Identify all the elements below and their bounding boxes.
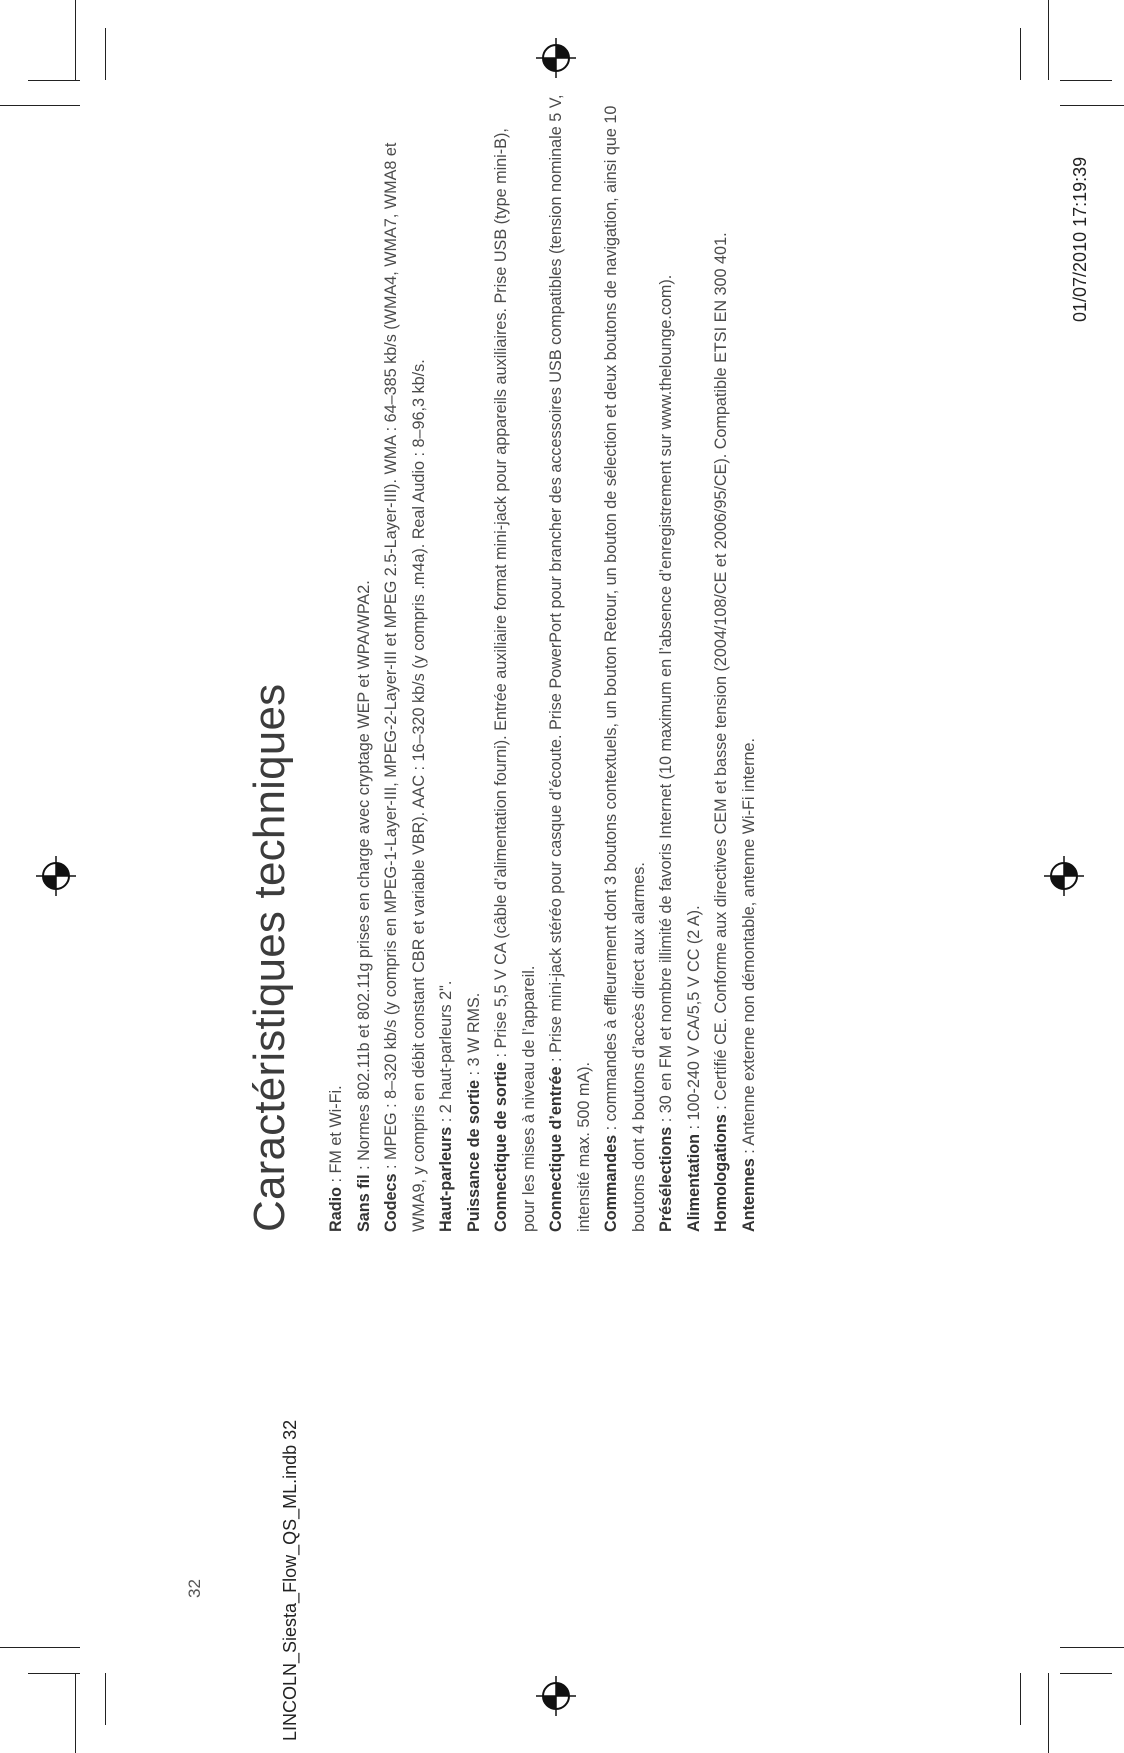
spec-item — [653, 92, 681, 1232]
spec-item — [323, 92, 351, 1232]
crop-mark — [105, 1673, 106, 1725]
spec-text: : commandes à effleurement dont 3 boutons contextuels, un bouton Retour, un bouton de sélection et deux boutons de navigation, ainsi que 10 boutons dont 4 boutons d’accès direct aux alarmes. — [602, 105, 648, 1232]
page-title: Caractéristiques techniques — [245, 683, 294, 1232]
registration-mark-icon — [536, 1676, 576, 1716]
crop-mark — [1020, 1673, 1021, 1725]
spec-text: : 100-240 V CA/5,5 V CC (2 A). — [684, 905, 703, 1134]
spec-label: Radio — [327, 1187, 345, 1232]
crop-mark — [75, 1673, 76, 1753]
spec-text: : MPEG : 8–320 kb/s (y compris en MPEG-1-Layer-III, MPEG-2-Layer-III et MPEG 2.5-Layer-III). WMA : 64–385 kb/s (WMA4, WMA7, WMA8 et WMA9, y compris en débit constant CBR et variable VBR). AAC : 16–320 kb/s (y compris .m4a). Real Audio : 8–96,3 kb/s. — [382, 142, 428, 1232]
registration-mark-icon — [1044, 856, 1084, 896]
crop-mark — [1048, 1673, 1049, 1753]
footer-datetime: 01/07/2010 17:19:39 — [1070, 156, 1090, 322]
spec-label: Connectique d’entrée — [547, 1066, 565, 1232]
spec-item — [461, 92, 489, 1232]
spec-item — [488, 92, 543, 1232]
spec-label: Présélections — [657, 1126, 675, 1232]
spec-item — [433, 92, 461, 1232]
spec-text: : Certifié CE. Conforme aux directives CEM et basse tension (2004/108/CE et 2006/95/CE). Compatible ETSI EN 300 401. — [712, 232, 730, 1115]
crop-mark — [1060, 1673, 1112, 1674]
spec-text: : FM et Wi-Fi. — [327, 1085, 345, 1188]
crop-mark — [28, 80, 80, 81]
crop-mark — [1060, 80, 1112, 81]
crop-mark — [28, 1673, 80, 1674]
spec-text: : Prise mini-jack stéréo pour casque d’écoute. Prise PowerPort pour brancher des accessoires USB compatibles (tension nominale 5 V, intensité max. 500 mA). — [547, 94, 593, 1232]
spec-label: Alimentation — [684, 1133, 703, 1232]
registration-mark-icon — [36, 856, 76, 896]
footer-filename: LINCOLN_Siesta_Flow_QS_ML.indb 32 — [280, 1419, 300, 1741]
spec-item — [598, 92, 653, 1232]
spec-text: : 2 haut-parleurs 2". — [437, 980, 455, 1127]
crop-mark — [0, 1647, 80, 1648]
spec-item — [378, 92, 433, 1232]
spec-label: Puissance de sortie — [464, 1079, 483, 1232]
spec-label: Connectique de sortie — [492, 1062, 510, 1232]
spec-label: Commandes — [602, 1134, 620, 1232]
spec-text: : 3 W RMS. — [464, 992, 483, 1080]
spec-label: Homologations — [712, 1114, 730, 1232]
registration-mark-icon — [536, 38, 576, 78]
spec-text: : 30 en FM et nombre illimité de favoris Internet (10 maximum en l’absence d’enregistrement sur www.thelounge.com). — [657, 274, 675, 1127]
spec-label: Sans fil — [354, 1174, 373, 1232]
crop-mark — [75, 0, 76, 80]
spec-text: : Antenne externe non démontable, antenne Wi-Fi interne. — [739, 737, 758, 1159]
spec-label: Haut-parleurs — [437, 1126, 455, 1232]
spec-item — [736, 92, 764, 1232]
page-number: 32 — [185, 1579, 204, 1598]
spec-item — [351, 92, 379, 1232]
crop-mark — [1020, 28, 1021, 80]
crop-mark — [1060, 105, 1124, 106]
spec-label: Codecs — [382, 1173, 400, 1232]
spec-text: : Prise 5,5 V CA (câble d’alimentation fourni). Entrée auxiliaire format mini-jack pour appareils auxiliaires. Prise USB (type mini-B), pour les mises à niveau de l’appareil. — [492, 128, 538, 1232]
spec-text: : Normes 802.11b et 802.11g prises en charge avec cryptage WEP et WPA/WPA2. — [354, 580, 373, 1175]
crop-mark — [105, 28, 106, 80]
crop-mark — [0, 105, 80, 106]
spec-item — [681, 92, 709, 1232]
crop-mark — [1060, 1647, 1124, 1648]
spec-list — [323, 92, 763, 1232]
spec-label: Antennes — [739, 1158, 758, 1232]
document-page — [245, 94, 975, 1232]
spec-item — [708, 92, 736, 1232]
spec-item — [543, 92, 598, 1232]
crop-mark — [1048, 0, 1049, 80]
